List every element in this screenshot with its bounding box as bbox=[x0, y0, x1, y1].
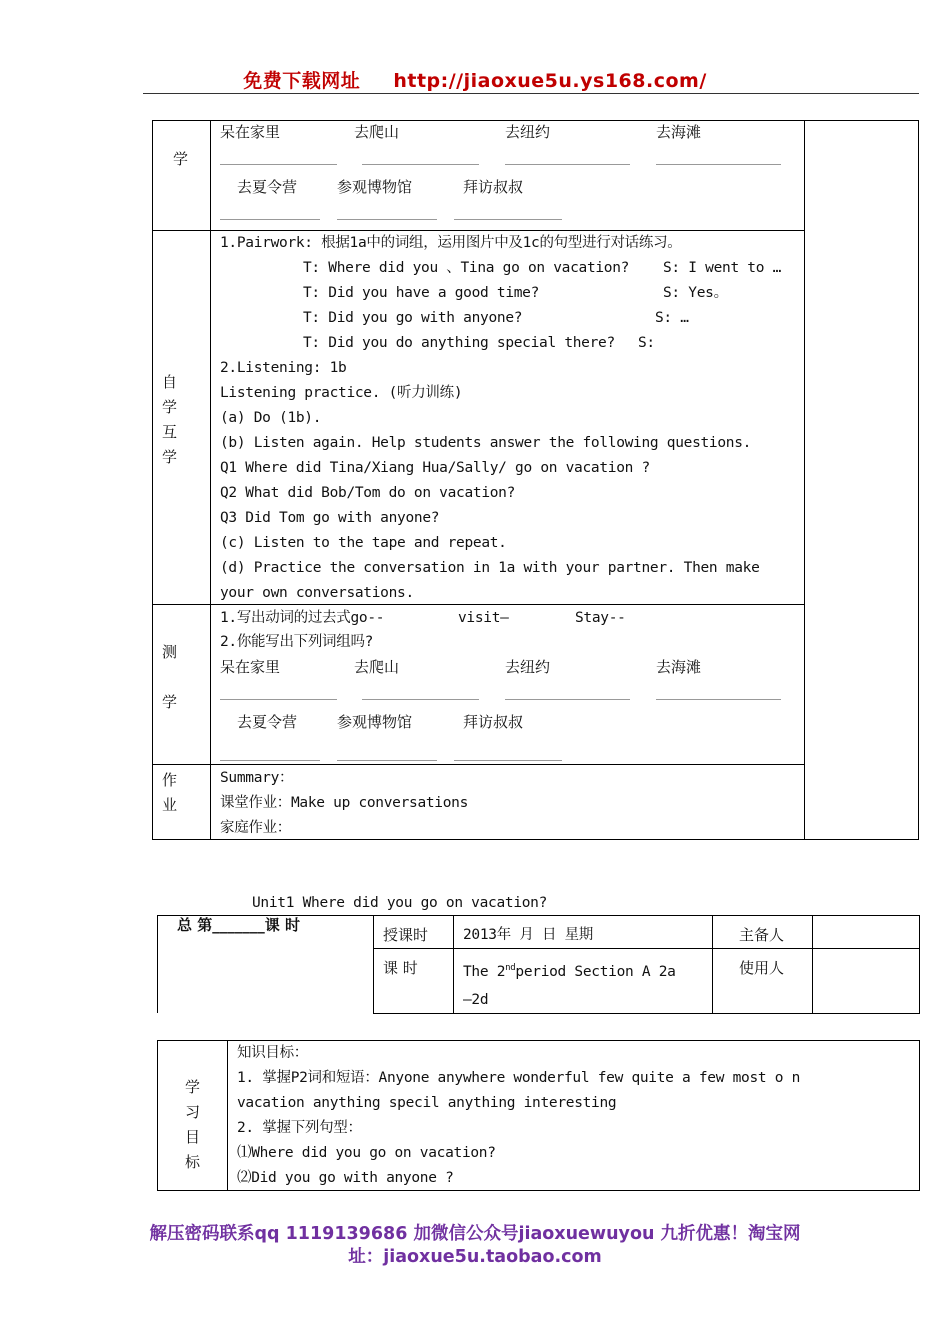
objective-line: ⑵Did you go with anyone ? bbox=[237, 1170, 454, 1186]
phrase-item: 参观博物馆 bbox=[337, 178, 413, 196]
listening-heading: 2.Listening: 1b bbox=[220, 360, 347, 376]
dialogue-line: S: Yes。 bbox=[663, 285, 728, 301]
t1-row-rule bbox=[152, 230, 805, 231]
row-label-zixue: 学 bbox=[162, 398, 178, 416]
test-question: 2.你能写出下列词组吗? bbox=[220, 634, 374, 650]
objective-line: ⑴Where did you go on vacation? bbox=[237, 1145, 496, 1161]
dialogue-line: T: Did you have a good time? bbox=[303, 285, 540, 301]
t3-border-left bbox=[157, 1040, 158, 1190]
t2-divider bbox=[812, 915, 813, 1013]
unit-title: Unit1 Where did you go on vacation? bbox=[252, 895, 548, 911]
t3-border-top bbox=[157, 1040, 920, 1041]
answer-blank[interactable] bbox=[656, 164, 781, 165]
phrase-item: 去纽约 bbox=[505, 658, 551, 676]
period-value-sup: nd bbox=[505, 963, 516, 973]
t3-divider bbox=[227, 1040, 228, 1190]
answer-blank[interactable] bbox=[362, 699, 479, 700]
dialogue-line: T: Did you do anything special there? bbox=[303, 335, 615, 351]
question-line: Q2 What did Bob/Tom do on vacation? bbox=[220, 485, 516, 501]
objective-line: 2. 掌握下列句型： bbox=[237, 1120, 362, 1136]
question-line: Q3 Did Tom go with anyone? bbox=[220, 510, 440, 526]
row-label-ce: 测 bbox=[162, 643, 178, 661]
teach-time-label: 授课时 bbox=[383, 926, 429, 944]
t2-row-rule bbox=[373, 948, 920, 949]
objective-line: 1. 掌握P2词和短语：Anyone anywhere wonderful few quite a few most o n bbox=[237, 1070, 801, 1086]
dialogue-line: S: bbox=[638, 335, 655, 351]
listening-line: (a) Do (1b). bbox=[220, 410, 322, 426]
answer-blank[interactable] bbox=[505, 164, 630, 165]
answer-blank[interactable] bbox=[337, 760, 437, 761]
row-label-zuoye: 业 bbox=[162, 796, 178, 814]
phrase-item: 呆在家里 bbox=[220, 123, 281, 141]
answer-blank[interactable] bbox=[362, 164, 479, 165]
row-label-objectives: 标 bbox=[185, 1153, 201, 1171]
answer-blank[interactable] bbox=[454, 760, 562, 761]
dialogue-line: S: I went to … bbox=[663, 260, 782, 276]
row-label-objectives: 习 bbox=[185, 1103, 201, 1121]
header-label: 免费下载网址 bbox=[243, 70, 361, 92]
preparer-label: 主备人 bbox=[739, 926, 785, 944]
listening-line: (d) Practice the conversation in 1a with your partner. Then make bbox=[220, 560, 760, 576]
period-value-a: The 2 bbox=[463, 963, 506, 980]
row-label-xue: 学 bbox=[173, 150, 189, 168]
period-value bbox=[463, 960, 676, 980]
row-label-zixue: 学 bbox=[162, 448, 178, 466]
dialogue-line: T: Where did you 、Tina go on vacation? bbox=[303, 260, 630, 276]
footer-contact: 解压密码联系qq 1119139686 加微信公众号jiaoxuewuyou 九折优惠！淘宝网 bbox=[149, 1224, 801, 1244]
row-label-objectives: 目 bbox=[185, 1128, 201, 1146]
phrase-item: 呆在家里 bbox=[220, 658, 281, 676]
dialogue-line: T: Did you go with anyone? bbox=[303, 310, 523, 326]
phrase-item: 去爬山 bbox=[354, 123, 400, 141]
answer-blank[interactable] bbox=[220, 164, 337, 165]
test-question: Stay-- bbox=[575, 610, 626, 626]
answer-blank[interactable] bbox=[337, 219, 437, 220]
header-rule bbox=[143, 93, 919, 94]
phrase-item: 拜访叔叔 bbox=[463, 178, 524, 196]
phrase-item: 去海滩 bbox=[656, 658, 702, 676]
t1-border-right bbox=[918, 120, 919, 840]
total-period-label: 总 第_______课 时 bbox=[177, 916, 300, 934]
t3-border-bottom bbox=[157, 1190, 920, 1191]
t1-divider-label bbox=[210, 120, 211, 840]
period-label: 课 时 bbox=[383, 959, 418, 977]
answer-blank[interactable] bbox=[220, 760, 320, 761]
t1-border-bottom bbox=[152, 839, 919, 840]
phrase-item: 去海滩 bbox=[656, 123, 702, 141]
t1-border-top bbox=[152, 120, 919, 121]
phrase-item: 去夏令营 bbox=[237, 713, 298, 731]
period-value-cont: —2d bbox=[463, 992, 489, 1008]
header-banner bbox=[0, 66, 950, 93]
row-label-zixue: 自 bbox=[162, 373, 178, 391]
pairwork-instruction: 1.Pairwork: 根据1a中的词组，运用图片中及1c的句型进行对话练习。 bbox=[220, 235, 682, 251]
t1-border-left bbox=[152, 120, 153, 840]
objective-line: vacation anything specil anything interesting bbox=[237, 1095, 617, 1111]
user-label: 使用人 bbox=[739, 959, 785, 977]
answer-blank[interactable] bbox=[220, 219, 320, 220]
phrase-item: 参观博物馆 bbox=[337, 713, 413, 731]
homework-line: 家庭作业： bbox=[220, 820, 291, 836]
answer-blank[interactable] bbox=[656, 699, 781, 700]
t1-row-rule bbox=[152, 764, 805, 765]
t2-divider bbox=[712, 915, 713, 1013]
objective-line: 知识目标： bbox=[237, 1045, 308, 1061]
homework-line: Summary： bbox=[220, 770, 294, 786]
t2-border-right bbox=[919, 915, 920, 1013]
row-label-ce: 学 bbox=[162, 693, 178, 711]
phrase-item: 去纽约 bbox=[505, 123, 551, 141]
t1-divider-notes bbox=[804, 120, 805, 840]
header-url-link[interactable]: http://jiaoxue5u.ys168.com/ bbox=[393, 70, 707, 92]
listening-line: (c) Listen to the tape and repeat. bbox=[220, 535, 507, 551]
listening-line: your own conversations. bbox=[220, 585, 414, 601]
t3-border-right bbox=[919, 1040, 920, 1190]
dialogue-line: S: … bbox=[655, 310, 689, 326]
homework-line: 课堂作业：Make up conversations bbox=[220, 795, 469, 811]
answer-blank[interactable] bbox=[454, 219, 562, 220]
footer-shop-link[interactable]: 址：jiaoxue5u.taobao.com bbox=[348, 1247, 602, 1267]
phrase-item: 拜访叔叔 bbox=[463, 713, 524, 731]
test-question: visit— bbox=[458, 610, 509, 626]
answer-blank[interactable] bbox=[505, 699, 630, 700]
row-label-zuoye: 作 bbox=[162, 771, 178, 789]
listening-line: Listening practice. (听力训练) bbox=[220, 385, 463, 401]
period-value-b: period Section A 2a bbox=[515, 963, 676, 980]
listening-line: (b) Listen again. Help students answer the following questions. bbox=[220, 435, 752, 451]
t2-border-left bbox=[157, 915, 158, 1013]
t2-divider bbox=[453, 915, 454, 1013]
t2-divider bbox=[373, 915, 374, 1013]
test-question: 1.写出动词的过去式go-- bbox=[220, 610, 385, 626]
teach-date: 2013年 月 日 星期 bbox=[463, 927, 594, 943]
row-label-zixue: 互 bbox=[162, 423, 178, 441]
t1-row-rule bbox=[152, 604, 805, 605]
answer-blank[interactable] bbox=[220, 699, 337, 700]
question-line: Q1 Where did Tina/Xiang Hua/Sally/ go on vacation ? bbox=[220, 460, 650, 476]
t2-border-bottom bbox=[373, 1013, 920, 1014]
phrase-item: 去爬山 bbox=[354, 658, 400, 676]
row-label-objectives: 学 bbox=[185, 1078, 201, 1096]
phrase-item: 去夏令营 bbox=[237, 178, 298, 196]
